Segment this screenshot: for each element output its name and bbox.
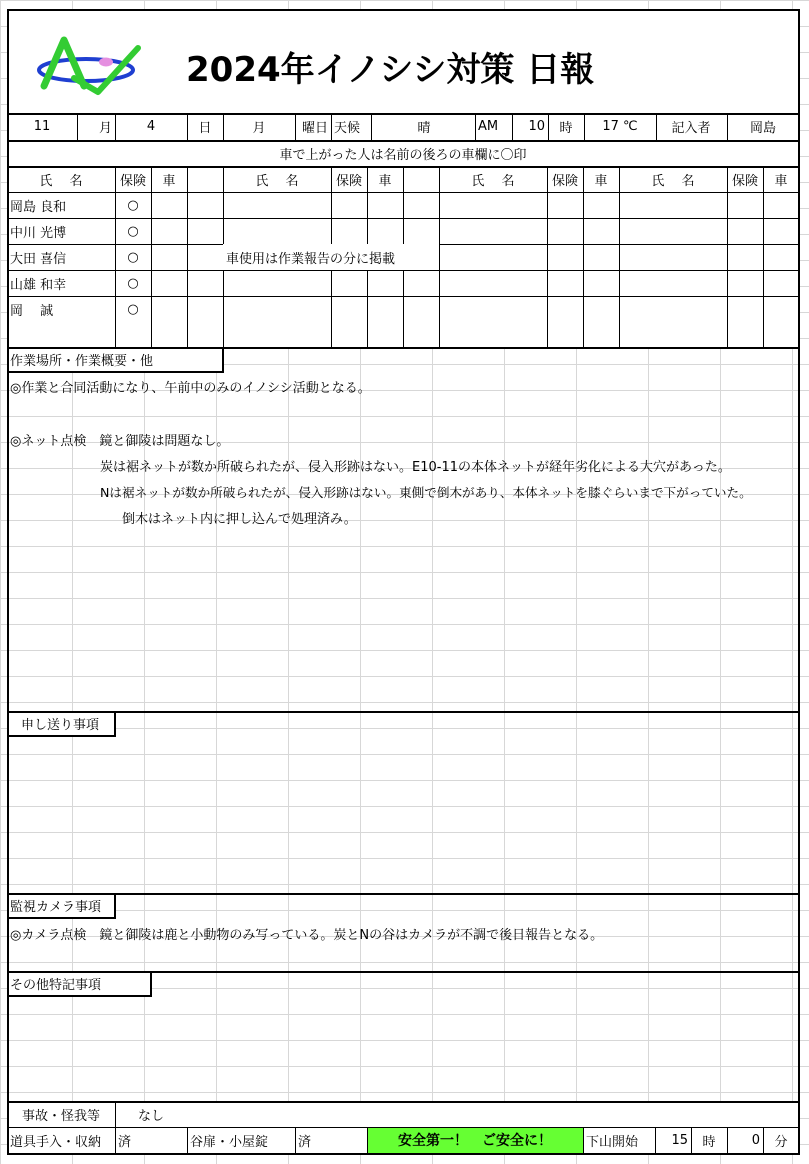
accident-label: 事故・怪我等 [21,1108,100,1124]
border-line [727,1127,728,1153]
weather-label: 天候 [334,121,361,136]
car-header: 車 [162,173,176,189]
logo [36,34,144,96]
name-header: 氏 名 [255,173,299,189]
ampm-value: AM [478,119,499,134]
page-title: 2024年イノシシ対策 日報 [186,50,595,90]
border-line [7,893,799,895]
border-line [583,166,584,347]
member-name: 中川 光博 [10,225,67,241]
border-line [691,1127,692,1153]
work-line-2: ◎ネット点検 鏡と御陵は問題なし。 [10,434,230,449]
border-line [7,9,9,1155]
accident-value: なし [138,1108,165,1124]
border-line [115,166,116,347]
border-line [583,1127,584,1153]
border-line [367,1127,368,1153]
border-line [798,9,800,1155]
handover-label: 申し送り事項 [7,711,116,737]
border-line [295,113,296,140]
insurance-header: 保険 [119,173,146,189]
month-unit: 月 [98,121,112,136]
border-line [7,971,799,973]
border-line [115,113,116,140]
member-name: 大田 喜信 [10,251,67,267]
border-line [439,166,440,347]
border-line [619,166,620,347]
work-line-5: 倒木はネット内に押し込んで処理済み。 [122,512,357,527]
member-insurance: ○ [127,249,139,265]
border-line [223,113,224,140]
border-line [548,113,549,140]
border-line [7,140,799,142]
camera-line: ◎カメラ点検 鏡と御陵は鹿と小動物のみ写っている。炭とNの谷はカメラが不調で後日報告となる。 [10,928,604,943]
camera-label: 監視カメラ事項 [7,893,116,919]
border-line [187,166,188,347]
member-name: 岡島 良和 [10,199,67,215]
other-label: その他特記事項 [7,971,152,997]
work-label: 作業場所・作業概要・他 [7,347,224,373]
work-line-1: ◎作業と合同活動になり、午前中のみのイノシシ活動となる。 [10,381,371,396]
border-line [584,113,585,140]
border-line [475,113,476,140]
border-line [7,711,799,713]
car-usage-note: 車使用は作業報告の分に掲載 [223,244,439,270]
border-line [7,1153,799,1155]
member-name: 岡 誠 [10,303,54,319]
month-value: 11 [33,119,51,134]
car-header: 車 [378,173,392,189]
car-note: 車で上がった人は名前の後ろの車欄に〇印 [279,147,527,163]
border-line [763,166,764,347]
border-line [655,1127,656,1153]
border-line [187,113,188,140]
border-line [7,1127,799,1128]
work-section [7,347,799,711]
border-line [331,113,332,140]
border-line [115,1101,116,1153]
border-line [763,1127,764,1153]
border-line [656,113,657,140]
border-line [77,113,78,140]
car-header: 車 [594,173,608,189]
weekday-unit: 曜日 [301,121,328,136]
tools-label: 道具手入・収納 [10,1134,102,1150]
descent-minute: 0 [751,1132,760,1148]
border-line [727,113,728,140]
car-note-row [7,140,799,166]
safety-message: 安全第一！ ご安全に！ [367,1127,583,1153]
descent-label: 下山開始 [586,1134,639,1150]
member-insurance: ○ [127,275,139,291]
name-header: 氏 名 [39,173,83,189]
border-line [547,166,548,347]
insurance-header: 保険 [731,173,758,189]
date-row [7,113,799,140]
car-header: 車 [774,173,788,189]
border-line [187,1127,188,1153]
descent-minute-unit: 分 [774,1134,788,1150]
border-line [7,9,799,11]
insurance-header: 保険 [335,173,362,189]
member-insurance: ○ [127,301,139,317]
work-line-3: 炭は裾ネットが数か所破られたが、侵入形跡はない。E10-11の本体ネットが経年劣化による大穴があった。 [100,460,731,475]
weather-value: 晴 [417,121,431,136]
member-name: 山雄 和幸 [10,277,67,293]
work-line-4: Nは裾ネットが数か所破られたが、侵入形跡はない。東側で倒木があり、本体ネットを膝ぐらいまで下がっていた。 [100,485,752,500]
border-line [727,166,728,347]
weekday-value: 月 [252,121,266,136]
accident-row [7,1101,799,1127]
border-line [7,1101,799,1103]
border-line [7,113,799,115]
checks-row [7,1127,799,1153]
border-line [295,1127,296,1153]
gate-label: 谷扉・小屋錠 [190,1134,269,1150]
insurance-header: 保険 [551,173,578,189]
border-line [151,166,152,347]
border-line [371,113,372,140]
hour-value: 10 [528,119,545,134]
hour-unit: 時 [559,121,573,136]
recorder-value: 岡島 [749,121,776,136]
descent-hour-unit: 時 [702,1134,716,1150]
name-header: 氏 名 [471,173,515,189]
temperature-value: 17 ℃ [602,119,638,134]
name-header: 氏 名 [651,173,695,189]
recorder-label: 記入者 [671,121,711,136]
logo-icon [36,34,144,96]
member-insurance: ○ [127,223,139,239]
day-unit: 日 [198,121,212,136]
gate-value: 済 [298,1134,312,1150]
tools-value: 済 [118,1134,132,1150]
descent-hour: 15 [671,1132,688,1148]
day-value: 4 [146,119,156,134]
border-line [512,113,513,140]
member-insurance: ○ [127,197,139,213]
border-line [7,347,799,349]
